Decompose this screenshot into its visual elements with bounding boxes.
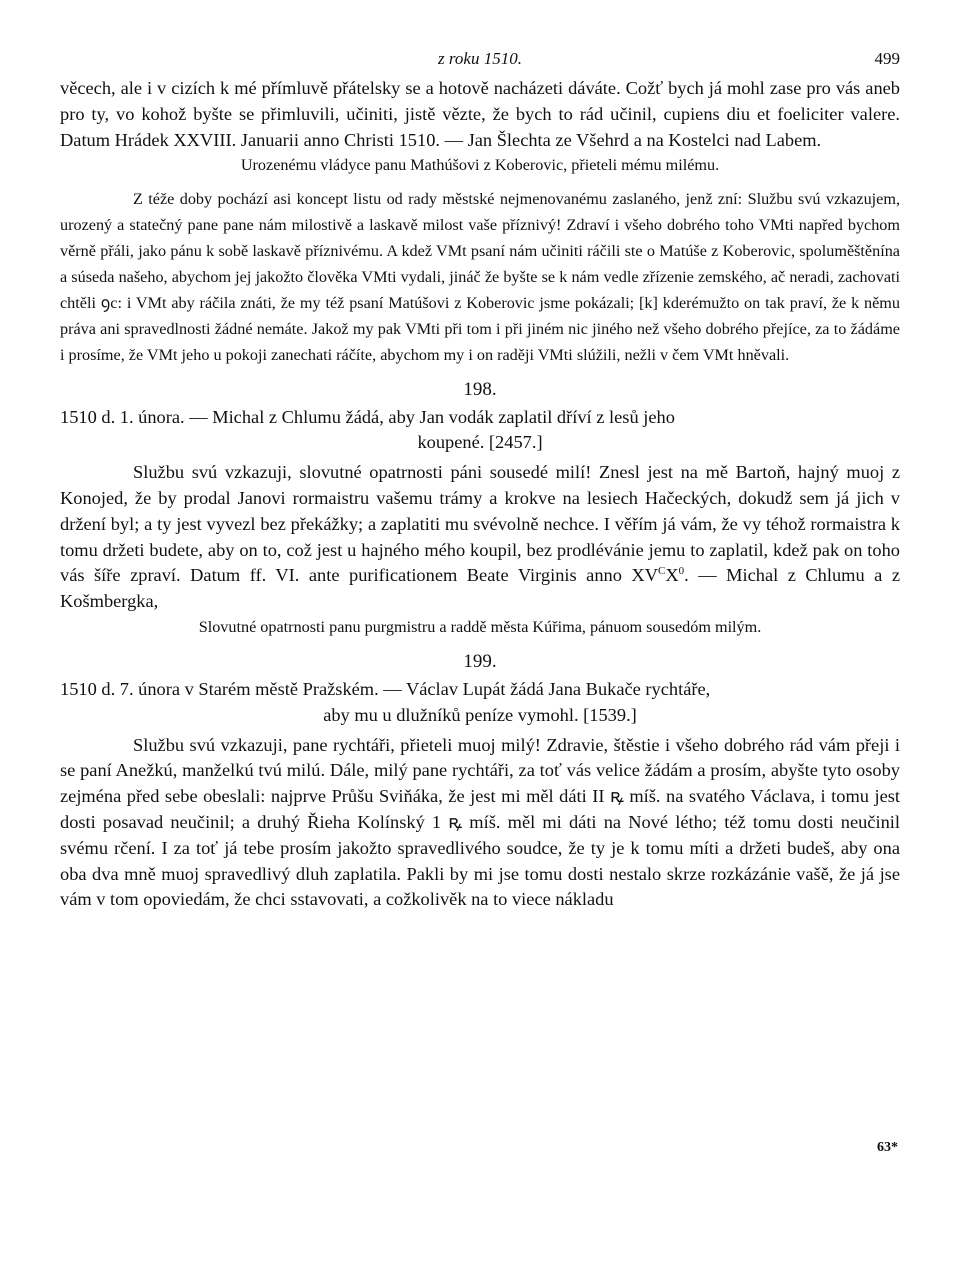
page-header — [60, 46, 900, 76]
superscript-c: C — [658, 565, 666, 578]
letter-198-signature: . — Michal z Chlumu a z Košmbergka, — [60, 565, 900, 612]
regest-198-line1: 1510 d. 1. února. — Michal z Chlumu žádá, aby Jan vodák zaplatil dříví z lesů jeho — [60, 406, 675, 427]
letter-199-text: Službu svú vzkazuji, pane rychtáři, přieteli muoj milý! Zdravie, štěstie i všeho dobrého rád vám přeji i se paní Anežkú, manželkú tvú milú. Dále, milý pane rychtáři, za toť vás velice žádám a prosím, abyšte tyto osoby zejména před sebe obeslali: najprve Průšu Sviňáka, že jest mi měl dáti II ꝶ míš. na svatého Václava, i tomu jest dosti posavad neučinil; a druhý Řieha Kolínský 1 ꝶ míš. měl mi dáti na Nové létho; též tomu dosti neučinil svému rčení. I za toť já tebe prosím jakožto spravedlivého soudce, že ty je k tomu míti a držeti budeš, aby ona oba dva mně muoj spravedlivý dluh zaplatila. Pakli by mi jse tomu dosti nestalo skrze rozkázánie vašě, že já jse vám v tom opoviedám, že chci sstavovati, a cožkolivěk na to viece nákladu — [60, 734, 900, 910]
regest-199-line1: 1510 d. 7. února v Starém městě Pražském. — Václav Lupát žádá Jana Bukače rychtáře, — [60, 678, 711, 699]
document-number-199: 199. — [463, 650, 497, 672]
letter-continuation-text: věcech, ale i v cizích k mé přímluvě přátelsky se a hotově nacházeti dáváte. Cožť bych já mohl zase pro vás aneb pro ty, vo kohož byšte se přimluvili, učiniti, jistě vězte, že bych to rád učinil, cupiens diu et foeliciter valere. Datum Hrádek XXVIII. Januarii anno Christi 1510. — Jan Šlechta ze Všehrd a na Kostelci nad Labem. — [60, 78, 900, 150]
roman-x: X — [665, 565, 679, 586]
letter-198-address: Slovutné opatrnosti panu purgmistru a raddě města Kúřima, pánuom sousedóm milým. — [198, 618, 762, 637]
running-title: z roku 1510. — [438, 49, 522, 68]
regest-199 — [60, 677, 900, 729]
letter-address: Urozenému vládyce panu Mathúšovi z Koberovic, přieteli mému milému. — [240, 156, 720, 175]
page-number: 499 — [874, 49, 900, 68]
signature-mark: 63* — [877, 1140, 898, 1155]
superscript-zero: 0 — [678, 565, 685, 578]
letter-198-text — [60, 460, 900, 615]
fragment-paragraph: Z téže doby pochází asi koncept listu od rady městské nejmenovanému zaslaného, jenž zní: Službu svú vzkazujem, urozený a statečný pane pane nám milostivě a laskavě milost vaše příznivý! Zdraví i všeho dobrého toho VMti napřed bychom věrně přáli, jako pánu k sobě laskavě příznivému. A kdež VMt psaní nám učiniti ráčili ste o Matúše z Koberovic, spoluměštěnína a súseda našeho, abychom jej jakožto člověka VMti vydali, jináč že byšte se k nám vedle zřízenie zemského, ač neradi, zachovati chtěli ꝯc: i VMt aby ráčila znáti, že my též psaní Matúšovi z Koberovic jsme pokázali; [k] kderémužto on tak praví, že k němu práva ani spravedlnosti žádné nemáte. Jakož my pak VMti při tom i při jiném nic jiného než všeho dobrého přejíce, za to žádáme i prosíme, že VMt jeho u pokoji zanechati ráčíte, abychom my i on raději VMti slúžili, nežli v čem VMt hněvali. — [60, 190, 900, 364]
document-number-198: 198. — [463, 378, 497, 400]
book-page — [60, 46, 900, 913]
regest-199-line2: aby mu u dlužníků peníze vymohl. [1539.] — [323, 704, 637, 725]
regest-198-line2: koupené. [2457.] — [417, 432, 543, 453]
letter-198-body: Službu svú vzkazuji, slovutné opatrnosti páni sousedé milí! Znesl jest na mě Bartoň, hajný muoj z Konojed, že by prodal Janovi rormaistru vašemu trámy a krokve na lesiech Hačeckých, dokudž sem já jich v držení byl; a ty jest vyvezl bez překážky; a zaplatiti mu svévolně nechce. I věřím já vám, že vy téhož rormaistra k tomu držeti budete, aby on to, což jest u hajného mého koupil, bez prodlévánie jemu to zaplatil, kdež pak on toho vás šíře zpraví. Datum ff. VI. ante purificationem Beate Virginis anno XV — [60, 462, 900, 586]
regest-198 — [60, 405, 900, 457]
